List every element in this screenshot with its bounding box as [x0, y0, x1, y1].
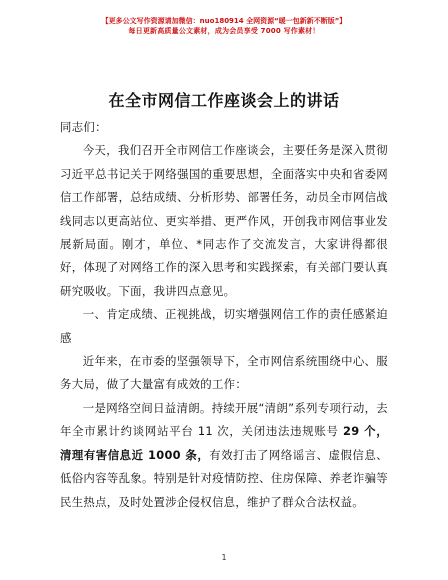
paragraph-cyberspace-bold: 29 个，清理有害信息近 1000 条，	[60, 424, 388, 462]
banner-line-2: 每日更新高质量公文素材，成为会员享受 7000 写作素材！	[128, 27, 320, 35]
banner-line-1: 【更多公文写作资源请加微信：nuo180914 全网资源“暖一包新新不断版”】	[101, 17, 347, 25]
page-number: 1	[221, 553, 227, 562]
document-body	[60, 116, 388, 514]
paragraph-cyberspace-part-a: 一是网络空间日益清朗。持续开展“清朗”系列专项行动，去年全市累计约谈网站平台 11 次，关闭违法违规账号	[60, 400, 388, 439]
promo-banner	[0, 16, 448, 36]
paragraph-cyberspace-part-c: 有效打击了网络谣言、虚假信息、低俗内容等乱象。特别是针对疫情防控、住房保障、养老诈骗等民生热点，及时处置涉企侵权信息，维护了群众合法权益。	[60, 447, 388, 509]
document-title: 在全市网信工作座谈会上的讲话	[108, 91, 340, 110]
paragraph-intro: 今天，我们召开全市网信工作座谈会，主要任务是深入贯彻习近平总书记关于网络强国的重要思想，全面落实中央和省委网信工作部署，总结成绩、分析形势、部署任务，动员全市网信战线同志以更高站位、更实举措、更严作风，开创我市网信事业发展新局面。刚才，单位、*同志作了交流发言，大家讲得都很好，体现了对网络工作的深入思考和实践探索，有关部门要认真研究吸收。下面，我讲四点意见。	[60, 143, 388, 298]
salutation: 同志们：	[60, 120, 107, 134]
paragraph-cyberspace	[60, 397, 388, 514]
paragraph-achievements: 近年来，在市委的坚强领导下，全市网信系统围绕中心、服务大局，做了大量富有成效的工作：	[60, 354, 388, 392]
section-heading-1: 一、肯定成绩、正视挑战，切实增强网信工作的责任感紧迫感	[60, 307, 388, 345]
